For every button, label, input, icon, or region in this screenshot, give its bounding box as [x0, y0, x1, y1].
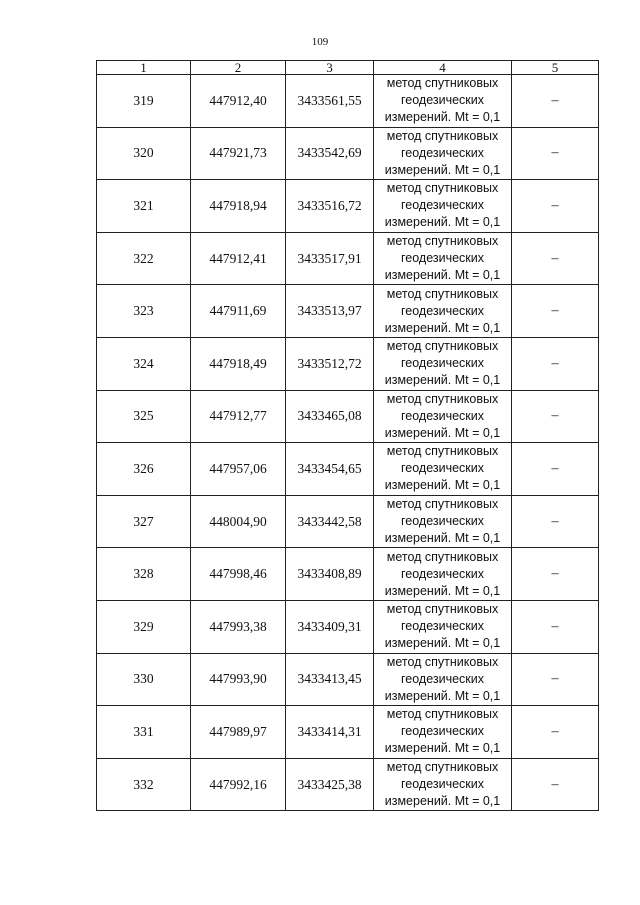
coordinate-x-cell: 447912,40 — [191, 75, 286, 128]
method-text-line: метод спутниковых — [386, 549, 499, 564]
method-text-line: геодезических — [400, 198, 484, 213]
coordinate-x-cell: 447918,94 — [191, 180, 286, 233]
table-row — [97, 232, 599, 285]
coordinate-x-cell: 447957,06 — [191, 443, 286, 496]
coordinate-y-cell: 3433512,72 — [286, 337, 374, 390]
coordinate-x-cell: 447992,16 — [191, 758, 286, 811]
method-text-line: метод спутниковых — [386, 760, 499, 775]
table-body — [97, 75, 599, 811]
coordinate-y-cell: 3433517,91 — [286, 232, 374, 285]
method-cell — [374, 758, 512, 811]
method-text-line: геодезических — [400, 566, 484, 581]
method-text-line: метод спутниковых — [386, 444, 499, 459]
note-cell: – — [512, 180, 599, 233]
method-text-line: измерений. Mt = 0,1 — [384, 741, 501, 756]
method-text-line: геодезических — [400, 145, 484, 160]
method-text-line: измерений. Mt = 0,1 — [384, 688, 501, 703]
method-cell — [374, 180, 512, 233]
coordinate-x-cell: 447993,38 — [191, 600, 286, 653]
note-cell: – — [512, 495, 599, 548]
coordinate-y-cell: 3433561,55 — [286, 75, 374, 128]
point-number-cell: 329 — [97, 600, 191, 653]
method-text-line: метод спутниковых — [386, 391, 499, 406]
method-text-line: измерений. Mt = 0,1 — [384, 320, 501, 335]
method-text-line: измерений. Mt = 0,1 — [384, 110, 501, 125]
method-text-line: метод спутниковых — [386, 602, 499, 617]
method-cell — [374, 443, 512, 496]
point-number-cell: 323 — [97, 285, 191, 338]
point-number-cell: 325 — [97, 390, 191, 443]
note-cell: – — [512, 758, 599, 811]
method-text-line: измерений. Mt = 0,1 — [384, 478, 501, 493]
point-number-cell: 328 — [97, 548, 191, 601]
method-cell — [374, 127, 512, 180]
method-cell — [374, 337, 512, 390]
table-row — [97, 706, 599, 759]
point-number-cell: 319 — [97, 75, 191, 128]
table-row — [97, 180, 599, 233]
note-cell: – — [512, 653, 599, 706]
table-row — [97, 758, 599, 811]
method-text-line: измерений. Mt = 0,1 — [384, 583, 501, 598]
point-number-cell: 322 — [97, 232, 191, 285]
note-cell: – — [512, 232, 599, 285]
method-text-line: измерений. Mt = 0,1 — [384, 373, 501, 388]
method-text-line: метод спутниковых — [386, 707, 499, 722]
method-text-line: метод спутниковых — [386, 76, 499, 91]
point-number-cell: 320 — [97, 127, 191, 180]
note-cell: – — [512, 548, 599, 601]
method-text-line: измерений. Mt = 0,1 — [384, 794, 501, 809]
method-cell — [374, 706, 512, 759]
column-header-4: 4 — [374, 61, 512, 75]
point-number-cell: 331 — [97, 706, 191, 759]
method-text-line: метод спутниковых — [386, 128, 499, 143]
coordinate-x-cell: 447989,97 — [191, 706, 286, 759]
method-text-line: метод спутниковых — [386, 181, 499, 196]
method-cell — [374, 495, 512, 548]
note-cell: – — [512, 706, 599, 759]
method-text-line: измерений. Mt = 0,1 — [384, 531, 501, 546]
coordinate-y-cell: 3433409,31 — [286, 600, 374, 653]
note-cell: – — [512, 600, 599, 653]
table-row — [97, 127, 599, 180]
note-cell: – — [512, 390, 599, 443]
method-text-line: измерений. Mt = 0,1 — [384, 425, 501, 440]
method-text-line: геодезических — [400, 356, 484, 371]
coordinate-y-cell: 3433413,45 — [286, 653, 374, 706]
point-number-cell: 324 — [97, 337, 191, 390]
method-cell — [374, 285, 512, 338]
note-cell: – — [512, 285, 599, 338]
column-header-2: 2 — [191, 61, 286, 75]
method-text-line: геодезических — [400, 619, 484, 634]
coordinate-y-cell: 3433516,72 — [286, 180, 374, 233]
point-number-cell: 332 — [97, 758, 191, 811]
table-row — [97, 337, 599, 390]
table-row — [97, 75, 599, 128]
coordinate-x-cell: 447918,49 — [191, 337, 286, 390]
method-text-line: геодезических — [400, 93, 484, 108]
method-text-line: измерений. Mt = 0,1 — [384, 215, 501, 230]
table-row — [97, 285, 599, 338]
method-text-line: геодезических — [400, 724, 484, 739]
method-text-line: геодезических — [400, 514, 484, 529]
coordinates-table — [96, 60, 599, 811]
table-row — [97, 653, 599, 706]
method-cell — [374, 75, 512, 128]
coordinate-x-cell: 447998,46 — [191, 548, 286, 601]
table-row — [97, 548, 599, 601]
method-text-line: измерений. Mt = 0,1 — [384, 636, 501, 651]
point-number-cell: 326 — [97, 443, 191, 496]
method-text-line: метод спутниковых — [386, 339, 499, 354]
table-row — [97, 495, 599, 548]
coordinate-y-cell: 3433454,65 — [286, 443, 374, 496]
coordinate-x-cell: 447921,73 — [191, 127, 286, 180]
coordinate-x-cell: 447993,90 — [191, 653, 286, 706]
method-text-line: метод спутниковых — [386, 234, 499, 249]
coordinate-x-cell: 447912,77 — [191, 390, 286, 443]
method-text-line: геодезических — [400, 777, 484, 792]
method-text-line: измерений. Mt = 0,1 — [384, 268, 501, 283]
coordinate-x-cell: 447912,41 — [191, 232, 286, 285]
coordinate-y-cell: 3433408,89 — [286, 548, 374, 601]
note-cell: – — [512, 443, 599, 496]
coordinate-y-cell: 3433425,38 — [286, 758, 374, 811]
coordinate-y-cell: 3433442,58 — [286, 495, 374, 548]
method-text-line: метод спутниковых — [386, 497, 499, 512]
coordinate-y-cell: 3433414,31 — [286, 706, 374, 759]
note-cell: – — [512, 127, 599, 180]
method-text-line: измерений. Mt = 0,1 — [384, 162, 501, 177]
method-text-line: геодезических — [400, 303, 484, 318]
method-cell — [374, 600, 512, 653]
method-text-line: метод спутниковых — [386, 654, 499, 669]
table-row — [97, 600, 599, 653]
table-row — [97, 443, 599, 496]
coordinate-x-cell: 448004,90 — [191, 495, 286, 548]
column-header-1: 1 — [97, 61, 191, 75]
coordinate-y-cell: 3433542,69 — [286, 127, 374, 180]
column-header-3: 3 — [286, 61, 374, 75]
point-number-cell: 321 — [97, 180, 191, 233]
coordinate-y-cell: 3433465,08 — [286, 390, 374, 443]
point-number-cell: 330 — [97, 653, 191, 706]
method-cell — [374, 232, 512, 285]
method-text-line: геодезических — [400, 251, 484, 266]
column-header-5: 5 — [512, 61, 599, 75]
table-row — [97, 390, 599, 443]
note-cell: – — [512, 75, 599, 128]
method-cell — [374, 653, 512, 706]
coordinate-x-cell: 447911,69 — [191, 285, 286, 338]
method-text-line: метод спутниковых — [386, 286, 499, 301]
coordinate-y-cell: 3433513,97 — [286, 285, 374, 338]
page-number: 109 — [311, 36, 329, 48]
method-cell — [374, 390, 512, 443]
table-header-row — [97, 61, 599, 75]
method-text-line: геодезических — [400, 408, 484, 423]
method-text-line: геодезических — [400, 671, 484, 686]
method-cell — [374, 548, 512, 601]
method-text-line: геодезических — [400, 461, 484, 476]
point-number-cell: 327 — [97, 495, 191, 548]
note-cell: – — [512, 337, 599, 390]
